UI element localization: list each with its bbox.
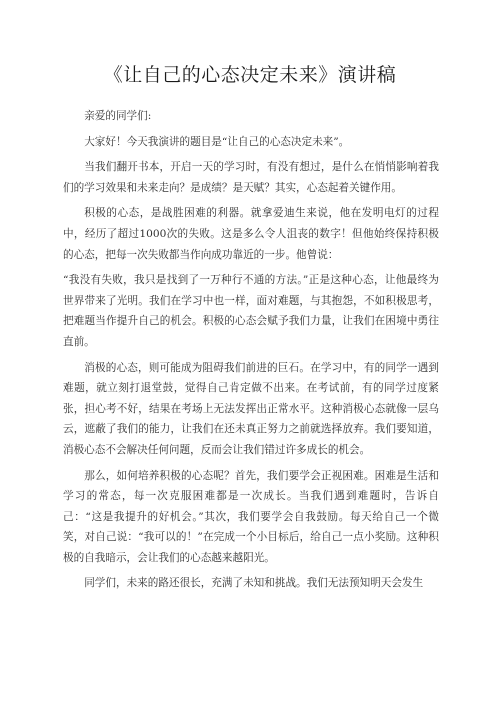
greeting-paragraph: 亲爱的同学们:	[84, 110, 152, 122]
opening-paragraph: 大家好！今天我演讲的题目是“让自己的心态决定未来”。	[84, 135, 350, 148]
body-paragraph-3: “我没有失败，我只是找到了一万种行不通的方法。”正是这种心态，让他最终为世界带来了光明。我们在学习中也一样，面对难题，与其抱怨，不如积极思考，把难题当作提升自己的机会。积极的心态会赋予我们力量，让我们在困境中勇往直前。	[63, 274, 439, 348]
body-paragraph-4: 消极的心态，则可能成为阻碍我们前进的巨石。在学习中，有的同学一遇到难题，就立刻打退堂鼓，觉得自己肯定做不出来。在考试前，有的同学过度紧张，担心考不好，结果在考场上无法发挥出正常水平。这种消极心态就像一层乌云，遮蔽了我们的能力，让我们在还未真正努力之前就选择放弃。我们要知道，消极心态不会解决任何问题，反而会让我们错过许多成长的机会。	[63, 361, 439, 456]
body-paragraph-6: 同学们，未来的路还很长，充满了未知和挑战。我们无法预知明天会发生	[84, 577, 424, 590]
body-paragraph-1: 当我们翻开书本，开启一天的学习时，有没有想过，是什么在悄悄影响着我们的学习效果和未来走向？是成绩？是天赋？其实，心态起着关键作用。	[63, 161, 439, 194]
document-body	[63, 106, 439, 599]
document-title: 《让自己的心态决定未来》演讲稿	[103, 64, 397, 86]
body-paragraph-2: 积极的心态，是战胜困难的利器。就拿爱迪生来说，他在发明电灯的过程中，经历了超过1000次的失败。这是多么令人沮丧的数字！但他始终保持积极的心态，把每一次失败都当作向成功靠近的一步。他曾说：	[63, 207, 439, 261]
body-paragraph-5: 那么，如何培养积极的心态呢？首先，我们要学会正视困难。困难是生活和学习的常态，每一次克服困难都是一次成长。当我们遇到难题时，告诉自己：“这是我提升的好机会。”其次，我们要学会自我鼓励。每天给自己一个微笑，对自己说：“我可以的！”在完成一个小目标后，给自己一点小奖励。这种积极的自我暗示，会让我们的心态越来越阳光。	[63, 469, 439, 564]
